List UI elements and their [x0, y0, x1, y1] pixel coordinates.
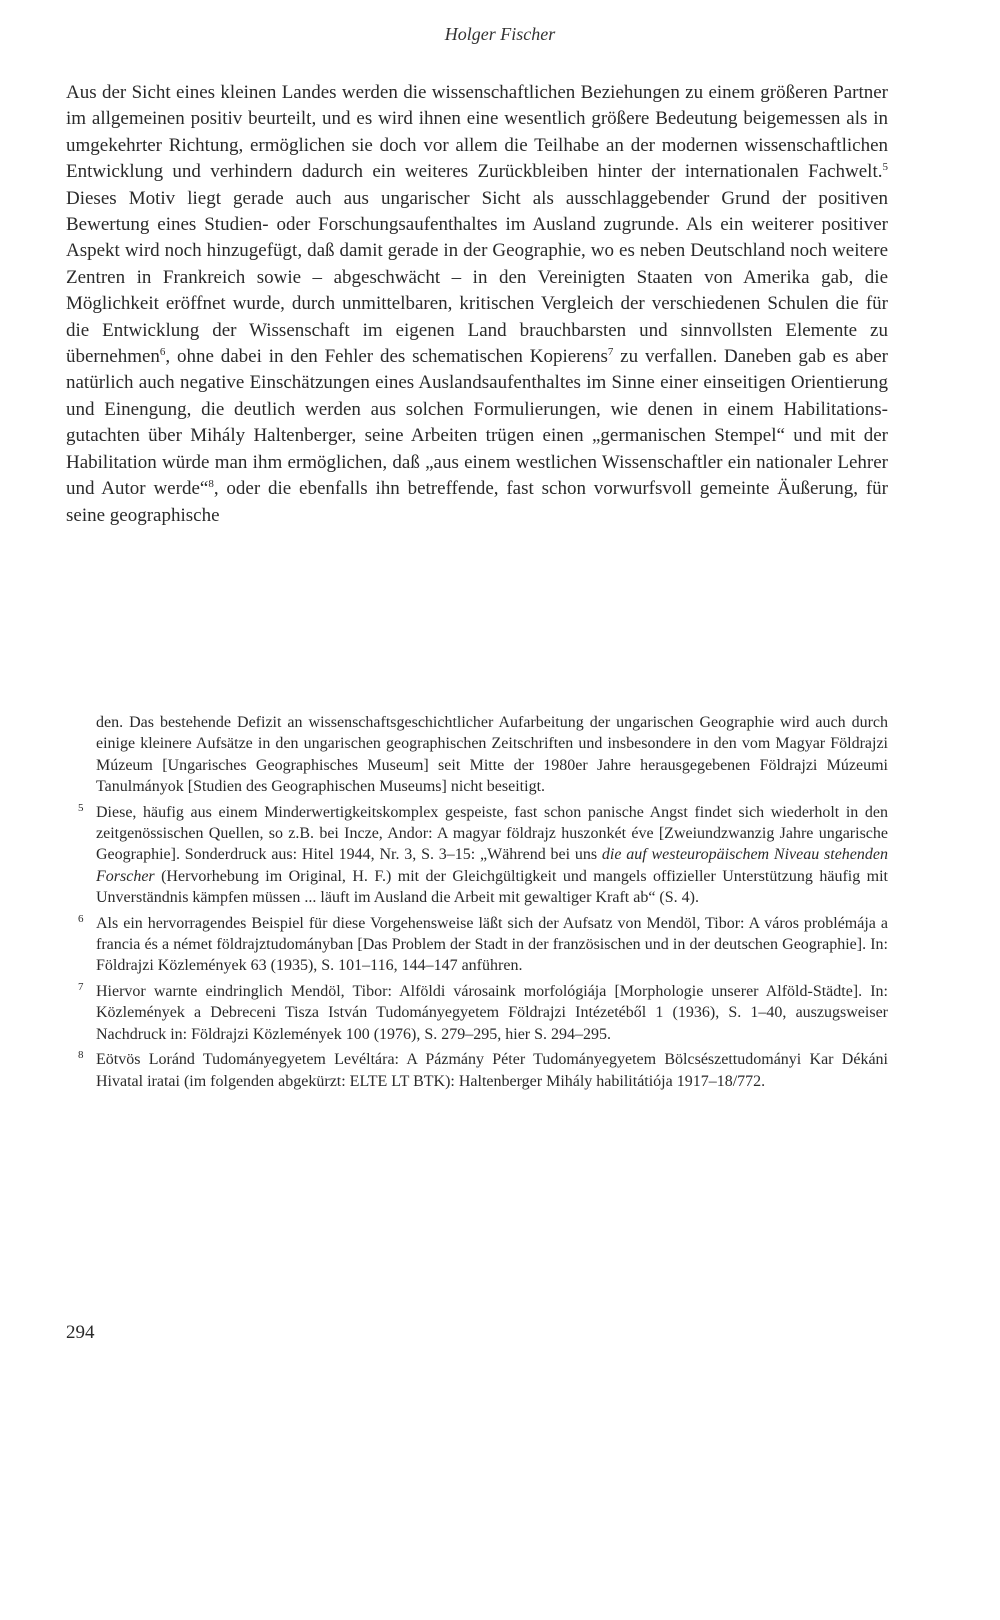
footnote-ref-6[interactable]: 6 — [159, 346, 166, 359]
footnote-number: 6 — [78, 912, 84, 925]
footnote-text: Hiervor warnte eindringlich Mendöl, Tibor: Alföldi városaink morfológiája [Morphologie unserer Alföld-Städte]. In: Közlemények a Debreceni Tisza István Tudományegyetem Földrajzi Intézetéből 1 (1936), S. 1–40, auszugsweiser Nachdruck in: Földrajzi Közlemények 100 (1976), S. 279–295, hier S. 294–295. — [96, 982, 888, 1043]
footnote-text: Als ein hervorragendes Beispiel für diese Vorgehensweise läßt sich der Aufsatz von Mendöl, Tibor: A város problémája a francia és a német földrajztudományban [Das Problem der Stadt in der französischen und in der deutschen Geographie]. In: Földrajzi Közlemények 63 (1935), S. 101–116, 144–147 anführen. — [96, 914, 888, 975]
footnote-text: (Hervorhebung im Original, H. F.) mit der Gleichgültigkeit und mangels offizieller Unterstützung häufig mit Unverständnis kämpfen müssen ... läuft im Ausland die Arbeit mit gewaltiger Kraft ab“ (S. 4). — [96, 867, 888, 907]
footnote-ref-7[interactable]: 7 — [607, 346, 614, 359]
footnote-number: 5 — [78, 801, 84, 814]
footnote-continued: den. Das bestehende Defizit an wissenschaftsgeschichtlicher Aufarbeitung der ungarischen Geographie wird auch durch einige kleinere Aufsätze in den ungarischen geographischen Zeitschriften und insbesondere in den vom Magyar Földrajzi Múzeum [Ungarisches Geographisches Museum] seit Mitte der 1980er Jahre herausgegebenen Földrajzi Múzeumi Tanulmányok [Studien des Geographischen Museums] nicht beseitigt. — [96, 714, 888, 796]
footnote-number: 7 — [78, 980, 84, 993]
footnote-number: 8 — [78, 1049, 84, 1062]
running-header — [0, 24, 1000, 45]
footnote-8 — [78, 1049, 888, 1092]
text-segment: , oder die ebenfalls ihn betreffende, fast schon vorwurfsvoll gemeinte Äußerung, für seine geographische — [66, 478, 888, 526]
page-number: 294 — [66, 1322, 95, 1343]
footnotes — [78, 712, 888, 1096]
header-author: Holger Fischer — [444, 24, 556, 44]
text-segment: Dieses Motiv liegt gerade auch aus ungarischer Sicht als ausschlaggebender Grund der positiven Bewertung eines Studien- oder Forschungsaufenthaltes im Ausland zugrunde. Als ein weiterer positiver Aspekt wird noch hinzugefügt, daß damit gerade in der Geographie, wo es neben Deutschland noch weitere Zentren in Frankreich sowie – abgeschwächt – in den Vereinigten Staaten von Amerika gab, die Möglichkeit eröffnet wurde, durch unmittelbaren, kritischen Vergleich der verschiedenen Schulen die für die Entwicklung der Wissenschaft im eigenen Land brauchbarsten und sinnvollsten Elemente zu übernehmen — [66, 187, 888, 368]
footnote-6 — [78, 912, 888, 977]
footnote-text: Diese, häufig aus einem Minderwertigkeitskomplex gespeiste, fast schon panische Angst findet sich wiederholt in den zeitgenössischen Quellen, so z.B. bei Incze, Andor: A magyar földrajz huszonkét éve [Zweiundzwanzig Jahre ungarische Geographie]. Sonderdruck aus: Hitel 1944, Nr. 3, S. 3–15: „Während bei uns — [96, 803, 888, 864]
footnote-5 — [78, 801, 888, 909]
text-segment: zu verfallen. Daneben gab es aber natürlich auch negative Einschätzungen eines Auslandsaufenthaltes im Sinne einer einseitigen Orientierung und Einengung, die deutlich werden aus solchen Formulierungen, wie denen in einem Habilitationsgutachten über Mihály Haltenberger, seine Arbeiten trügen einen „germanischen Stempel“ und mit der Habilitation würde man ihm ermöglichen, daß „aus einem westlichen Wissenschaftler ein nationaler Lehrer und Autor werde“ — [66, 346, 888, 500]
footnote-emphasis: die auf westeuropäischem Niveau stehenden Forscher — [96, 846, 888, 885]
footnote-7 — [78, 980, 888, 1045]
text-segment: Aus der Sicht eines kleinen Landes werden die wissenschaftlichen Beziehungen zu einem größeren Partner im allgemeinen positiv beurteilt, und es wird ihnen eine wesentlich größere Bedeutung beigemessen als in umgekehrter Richtung, ermöglichen sie doch vor allem die Teilhabe an der modernen wissenschaftlichen Entwicklung und verhindern dadurch ein weiteres Zurückbleiben hinter der internationalen Fachwelt. — [66, 82, 888, 183]
text-segment: , ohne dabei in den Fehler des schematischen Kopierens — [165, 346, 608, 368]
footnote-ref-8[interactable]: 8 — [208, 478, 214, 491]
footnote-ref-5[interactable]: 5 — [882, 161, 888, 174]
footnote-text: Eötvös Loránd Tudományegyetem Levéltára: A Pázmány Péter Tudományegyetem Bölcsészettudományi Kar Dékáni Hivatal iratai (im folgenden abgekürzt: ELTE LT BTK): Haltenberger Mihály habilitátiója 1917–18/772. — [96, 1051, 888, 1090]
body-paragraph — [66, 80, 888, 529]
main-text — [66, 80, 888, 529]
